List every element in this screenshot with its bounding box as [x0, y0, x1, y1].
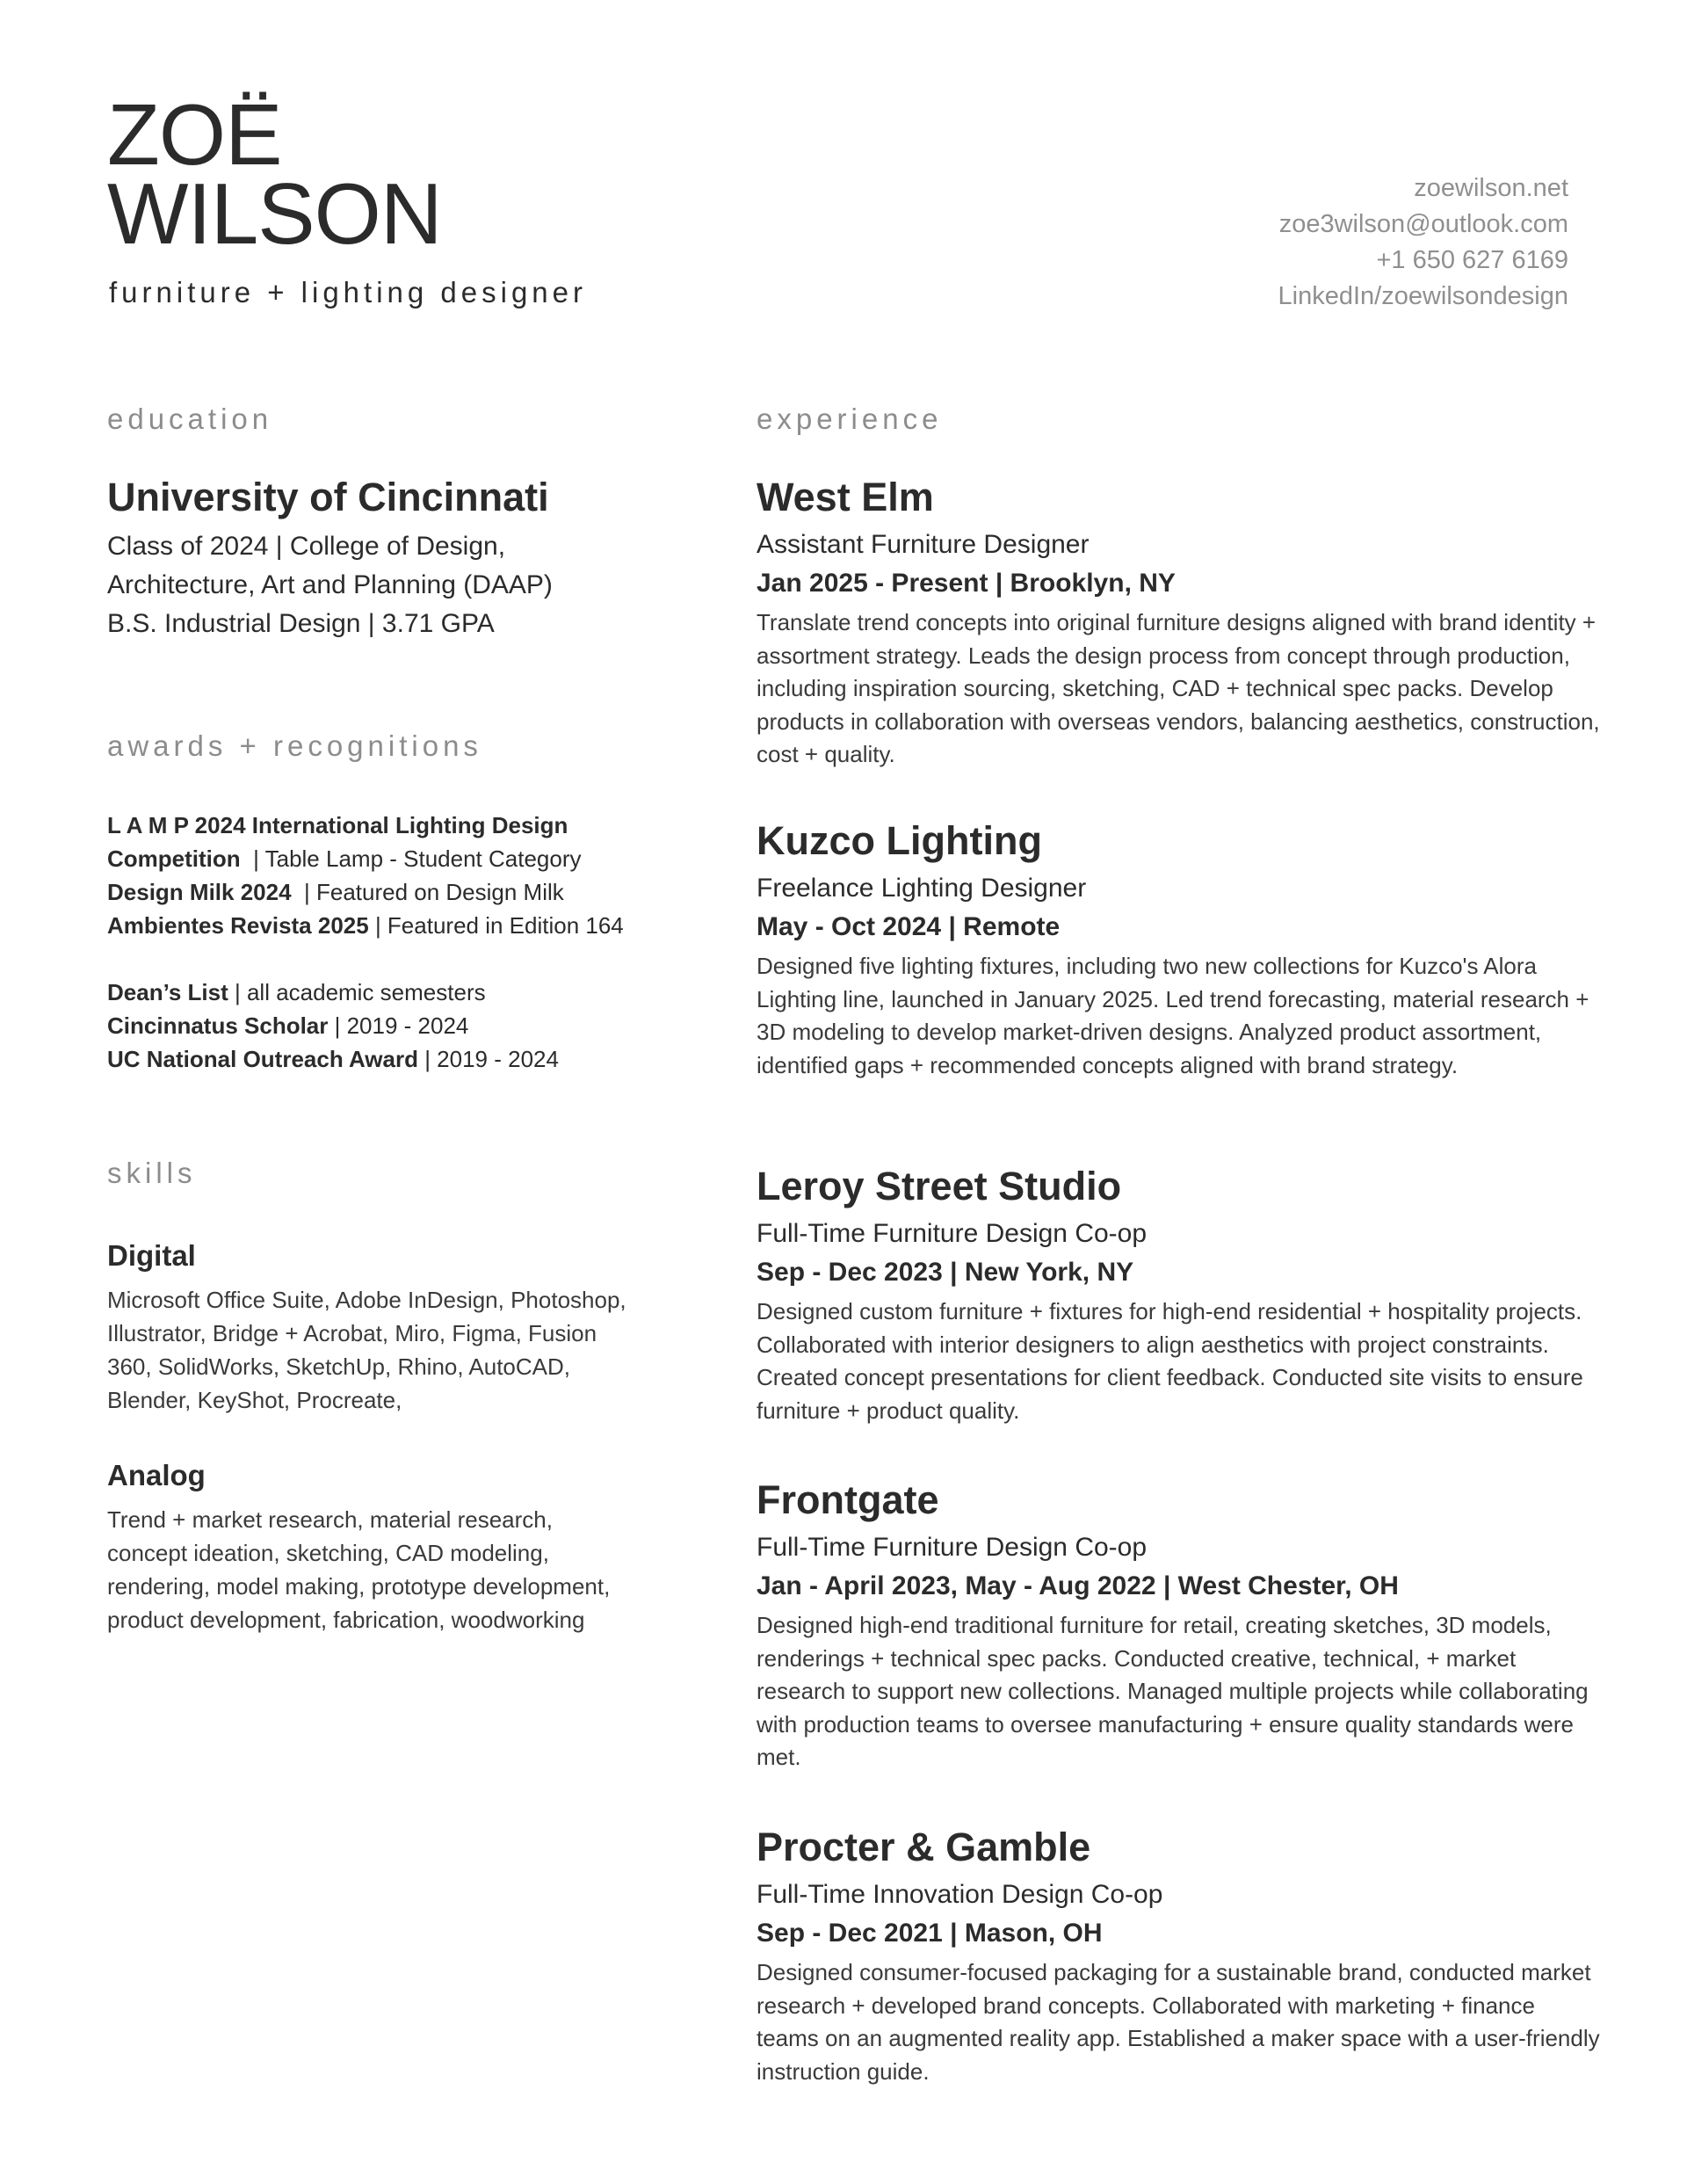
skill-analog-text: Trend + market research, material research, concept ideation, sketching, CAD modeling, rendering, model making, prototype development, product development, fabrication, woodworking	[107, 1506, 611, 1633]
award-detail: | Featured in Edition 164	[368, 912, 624, 939]
award-gap	[107, 942, 624, 976]
award-detail: | 2019 - 2024	[328, 1012, 469, 1039]
award-detail: | 2019 - 2024	[417, 1046, 559, 1072]
education-details	[107, 527, 553, 643]
awards-list	[107, 809, 624, 1076]
job-description: Designed five lighting fixtures, including two new collections for Kuzco's Alora Lighting line, launched in January 2025. Led trend forecasting, material research + 3D modeling to develop market-driven designs. Analyzed product assortment, identified gaps + recommended concepts aligned with brand strategy.	[757, 953, 1589, 1078]
award-title: Dean’s List	[107, 979, 228, 1005]
award-title: UC National Outreach Award	[107, 1046, 418, 1072]
award-title: L A M P 2024 International Lighting Design	[107, 812, 568, 838]
job-description: Designed custom furniture + fixtures for high-end residential + hospitality projects. Collaborated with interior designers to align aesthetics with project constraints. Created concept presentations for client feedback. Conducted site visits to ensure furniture + product quality.	[757, 1298, 1583, 1424]
job-company: Frontgate	[757, 1477, 939, 1522]
award-title: Competition	[107, 845, 241, 872]
education-line: Architecture, Art and Planning (DAAP)	[107, 570, 553, 599]
job-dates-location: May - Oct 2024 | Remote	[757, 912, 1061, 941]
education-label: education	[107, 403, 273, 435]
tagline: furniture + lighting designer	[109, 276, 587, 308]
job-description: Designed consumer-focused packaging for a sustainable brand, conducted market research + developed brand concepts. Collaborated with marketing + finance teams on an augmented reality app. Established a maker space with a user-friendly instruction guide.	[757, 1959, 1600, 2085]
skill-digital-title: Digital	[107, 1239, 196, 1272]
job-description: Translate trend concepts into original furniture designs aligned with brand identity + assortment strategy. Leads the design process from concept through production, including inspiration sourcing, sketching, CAD + technical spec packs. Develop products in collaboration with overseas vendors, balancing aesthetics, construction, cost + quality.	[757, 609, 1600, 767]
award-item	[107, 875, 624, 909]
job-entry	[757, 473, 1600, 772]
education-school: University of Cincinnati	[107, 475, 549, 519]
job-role: Full-Time Innovation Design Co-op	[757, 1880, 1163, 1909]
experience-label: experience	[757, 403, 943, 435]
job-role: Freelance Lighting Designer	[757, 874, 1087, 903]
name-last: WILSON	[107, 165, 442, 262]
award-detail: | all academic semesters	[228, 979, 486, 1005]
job-entry	[757, 1823, 1600, 2088]
contact-website[interactable]: zoewilson.net	[1414, 174, 1568, 202]
skill-digital-text: Microsoft Office Suite, Adobe InDesign, Photoshop, Illustrator, Bridge + Acrobat, Miro, Figma, Fusion 360, SolidWorks, SketchUp, Rhino, AutoCAD, Blender, KeyShot, Procreate,	[107, 1287, 626, 1413]
job-company: Procter & Gamble	[757, 1825, 1091, 1869]
job-company: West Elm	[757, 475, 934, 519]
award-item	[107, 1009, 624, 1042]
job-entry	[757, 1162, 1600, 1427]
job-dates-location: Sep - Dec 2023 | New York, NY	[757, 1258, 1134, 1287]
award-item	[107, 1042, 624, 1076]
skill-analog-title: Analog	[107, 1459, 206, 1491]
award-item	[107, 976, 624, 1009]
education-line: B.S. Industrial Design | 3.71 GPA	[107, 609, 495, 638]
job-entry	[757, 816, 1600, 1082]
award-detail: | Featured on Design Milk	[291, 879, 564, 905]
contact-block	[1278, 171, 1569, 315]
contact-email[interactable]: zoe3wilson@outlook.com	[1278, 210, 1568, 238]
award-detail: | Table Lamp - Student Category	[240, 845, 582, 872]
award-title: Design Milk 2024	[107, 879, 292, 905]
job-dates-location: Sep - Dec 2021 | Mason, OH	[757, 1919, 1103, 1948]
job-role: Full-Time Furniture Design Co-op	[757, 1533, 1148, 1562]
job-dates-location: Jan - April 2023, May - Aug 2022 | West Chester, OH	[757, 1571, 1399, 1600]
job-company: Kuzco Lighting	[757, 818, 1042, 863]
award-title: Ambientes Revista 2025	[107, 912, 369, 939]
award-item	[107, 809, 624, 842]
contact-linkedin[interactable]: LinkedIn/zoewilsondesign	[1278, 282, 1568, 310]
contact-phone: +1 650 627 6169	[1376, 246, 1568, 274]
job-entry	[757, 1476, 1600, 1774]
skills-label: skills	[107, 1157, 197, 1189]
job-company: Leroy Street Studio	[757, 1164, 1122, 1208]
name-first: ZOË	[107, 86, 282, 183]
job-role: Assistant Furniture Designer	[757, 530, 1090, 559]
job-description: Designed high-end traditional furniture for retail, creating sketches, 3D models, renderings + technical spec packs. Conducted creative, technical, + market research to support new collections. Managed multiple projects while collaborating with production teams to oversee manufacturing + ensure quality standards were met.	[757, 1612, 1589, 1770]
award-item	[107, 842, 624, 875]
job-role: Full-Time Furniture Design Co-op	[757, 1219, 1148, 1248]
awards-label: awards + recognitions	[107, 729, 482, 762]
award-title: Cincinnatus Scholar	[107, 1012, 329, 1039]
education-line: Class of 2024 | College of Design,	[107, 532, 506, 561]
award-item	[107, 909, 624, 942]
job-dates-location: Jan 2025 - Present | Brooklyn, NY	[757, 569, 1176, 598]
